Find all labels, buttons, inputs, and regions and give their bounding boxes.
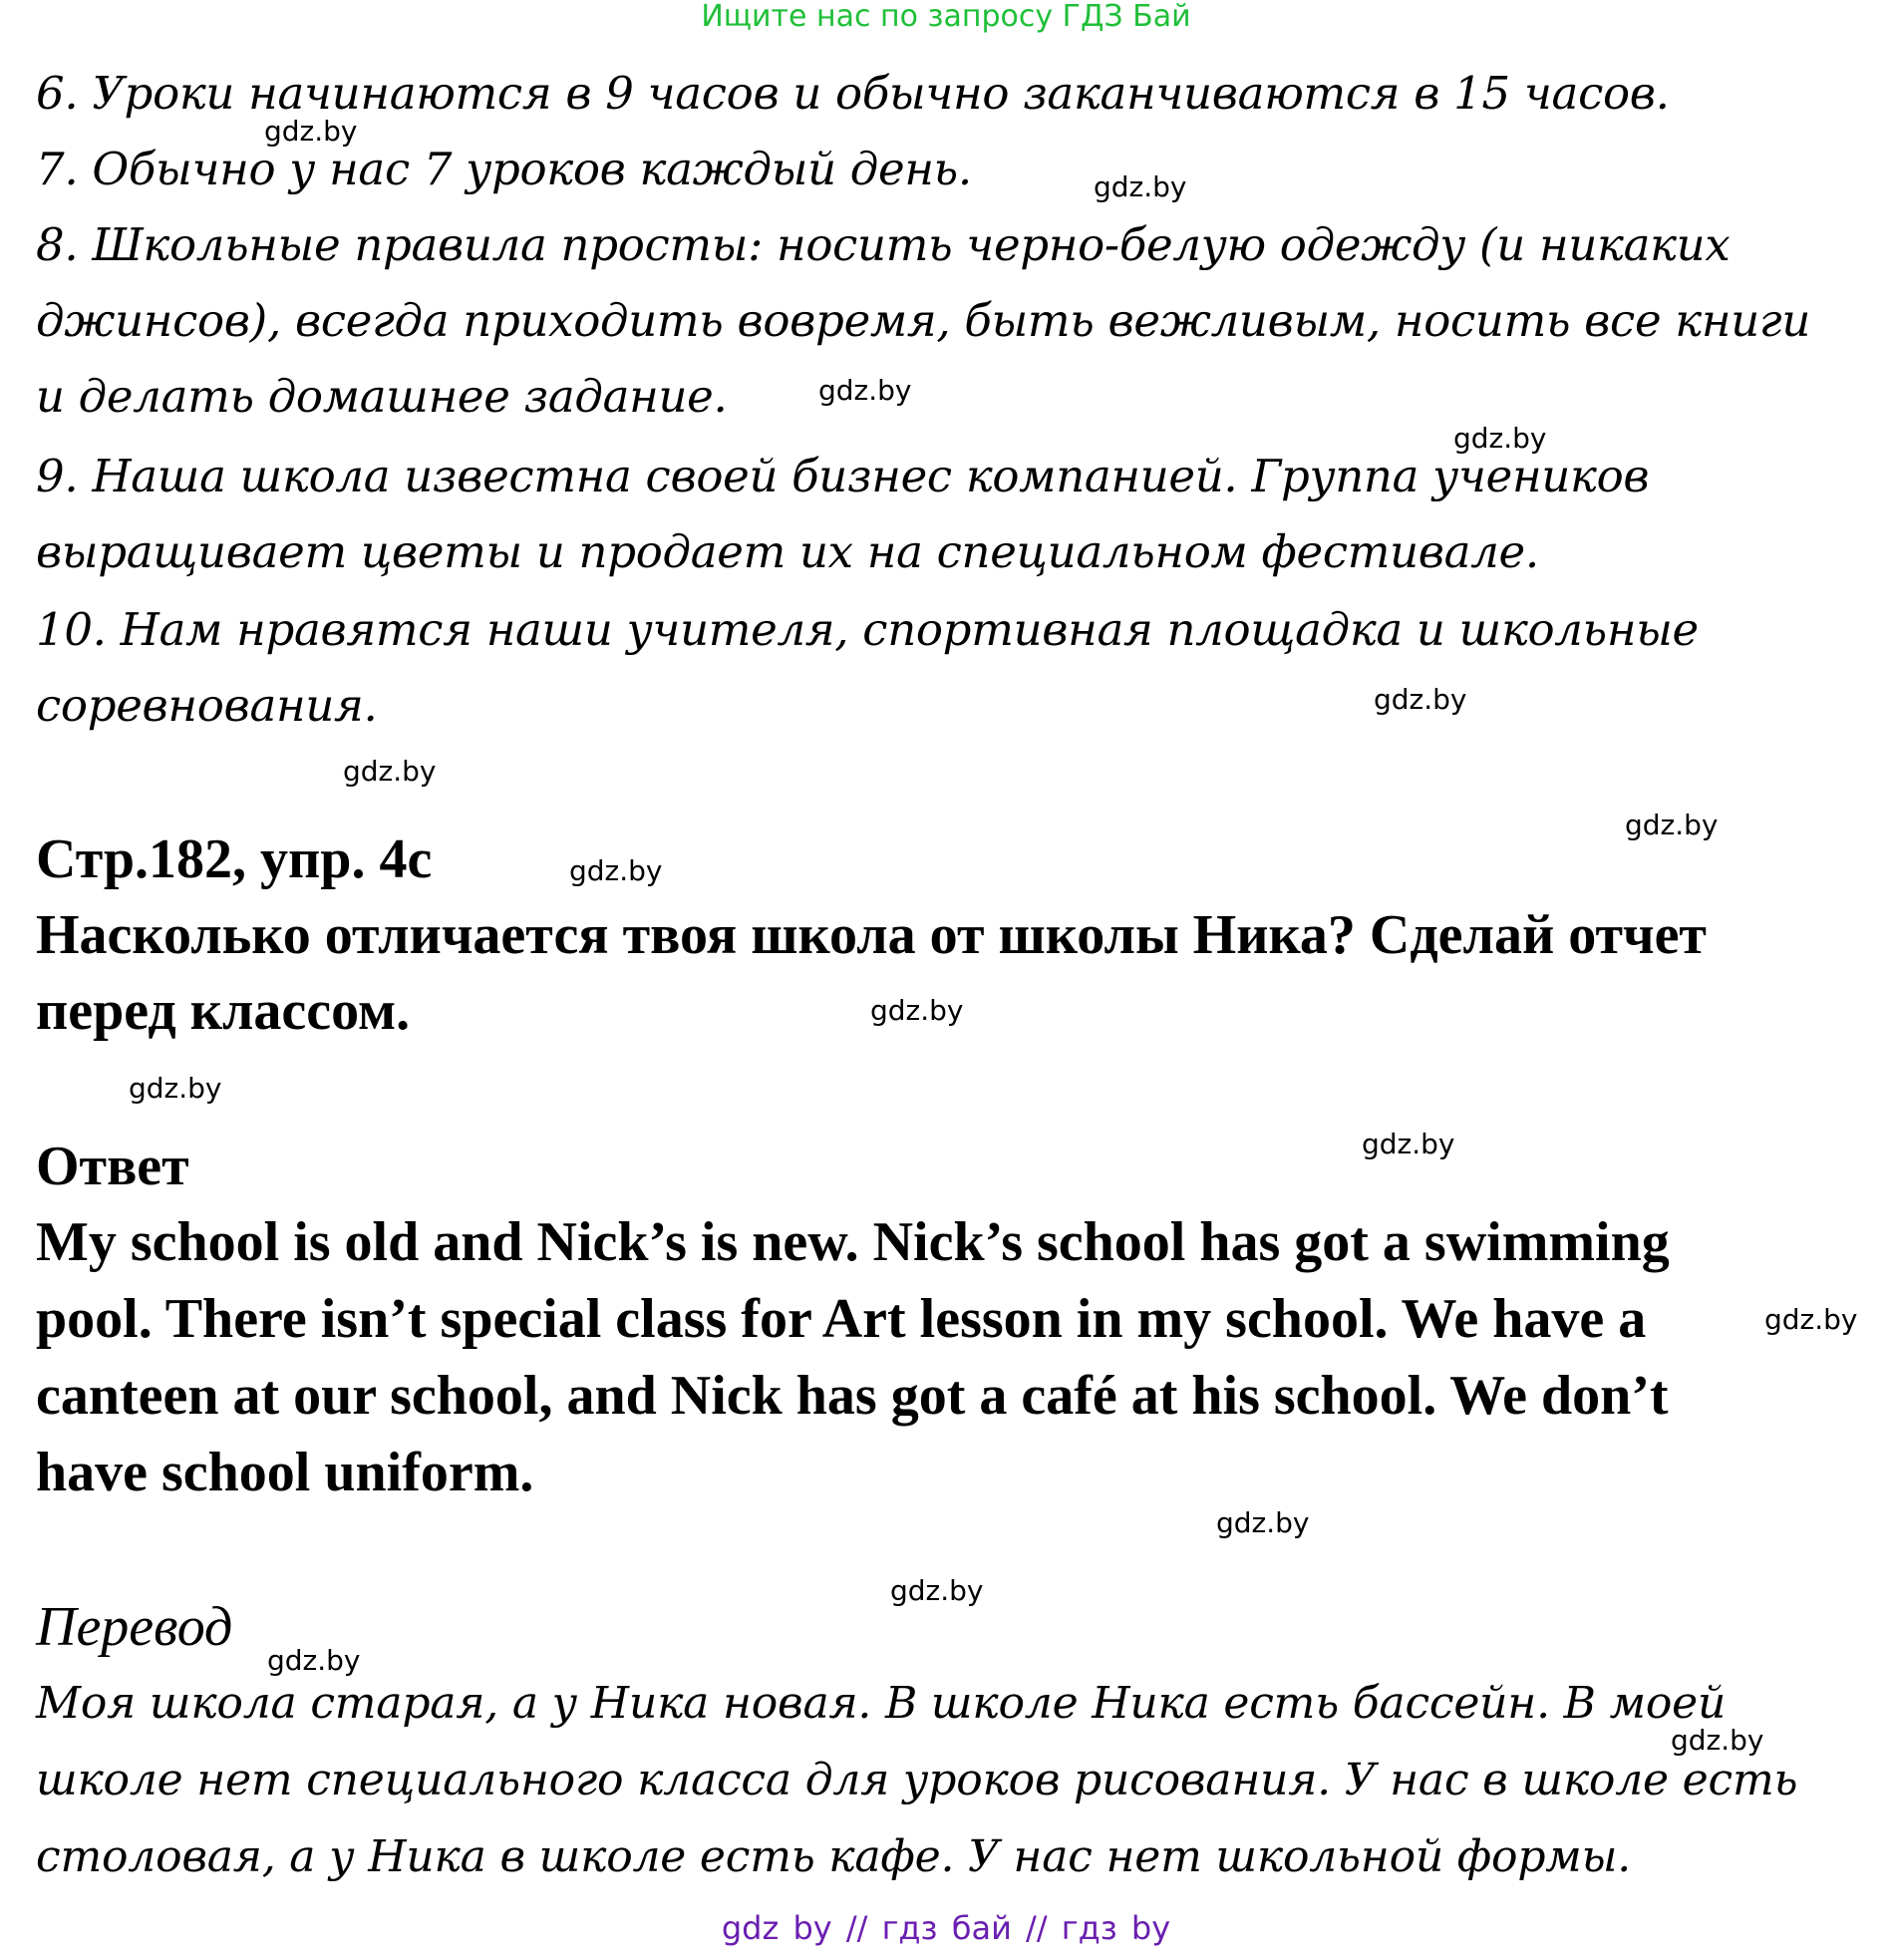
watermark: gdz.by — [1216, 1506, 1310, 1539]
translation-text — [36, 1665, 1860, 1895]
answer-text — [36, 1204, 1860, 1511]
task-line: Насколько отличается твоя школа от школы Ника? Сделай отчет — [36, 904, 1707, 966]
watermark: gdz.by — [264, 115, 358, 148]
task-line: перед классом. — [36, 980, 411, 1042]
watermark: gdz.by — [343, 755, 437, 788]
translation-line: Моя школа старая, а у Ника новая. В школе Ника есть бассейн. В моей — [36, 1678, 1727, 1729]
answer-item-line: 7. Обычно у нас 7 уроков каждый день. — [36, 143, 972, 195]
watermark: gdz.by — [569, 854, 663, 887]
answer-item-line: выращивает цветы и продает их на специальном фестивале. — [36, 525, 1539, 578]
watermark: gdz.by — [1625, 809, 1719, 841]
answer-item-10 — [36, 592, 1860, 744]
answer-item-line: 6. Уроки начинаются в 9 часов и обычно заканчиваются в 15 часов. — [36, 67, 1670, 120]
answer-item-line: 9. Наша школа известна своей бизнес компанией. Группа учеников — [36, 450, 1650, 502]
watermark: gdz.by — [129, 1072, 222, 1105]
answer-line: have school uniform. — [36, 1442, 534, 1503]
answer-item-line: 8. Школьные правила просты: носить черно-белую одежду (и никаких — [36, 218, 1731, 271]
answer-item-line: 10. Нам нравятся наши учителя, спортивная площадка и школьные — [36, 603, 1699, 656]
watermark: gdz.by — [1094, 170, 1187, 203]
answer-line: pool. There isn’t special class for Art lesson in my school. We have a — [36, 1288, 1647, 1350]
watermark: gdz.by — [1671, 1724, 1764, 1757]
watermark: gdz.by — [890, 1574, 984, 1607]
watermark: gdz.by — [267, 1644, 361, 1677]
answer-item-line: соревнования. — [36, 679, 378, 732]
watermark: gdz.by — [870, 994, 964, 1027]
translation-line: школе нет специального класса для уроков рисования. У нас в школе есть — [36, 1755, 1798, 1805]
exercise-reference: Стр.182, упр. 4c — [36, 828, 433, 890]
watermark: gdz.by — [1764, 1303, 1858, 1336]
watermark: gdz.by — [1374, 683, 1467, 716]
answer-label: Ответ — [36, 1136, 189, 1197]
answer-item-9 — [36, 439, 1860, 590]
watermark: gdz.by — [1453, 422, 1547, 455]
watermark: gdz.by — [818, 374, 912, 407]
answer-item-line: джинсов), всегда приходить вовремя, быть вежливым, носить все книги — [36, 294, 1811, 347]
search-banner: Ищите нас по запросу ГДЗ Бай — [701, 0, 1191, 34]
answer-line: My school is old and Nick’s is new. Nick’s school has got a swimming — [36, 1211, 1670, 1273]
answer-line: canteen at our school, and Nick has got a café at his school. We don’t — [36, 1365, 1669, 1427]
translation-line: столовая, а у Ника в школе есть кафе. У нас нет школьной формы. — [36, 1831, 1631, 1882]
footer-watermark: gdz by // гдз бай // гдз by — [721, 1909, 1171, 1947]
translation-label: Перевод — [36, 1596, 233, 1658]
answer-item-8 — [36, 207, 1860, 435]
answer-item-line: и делать домашнее задание. — [36, 370, 728, 423]
watermark: gdz.by — [1362, 1128, 1455, 1160]
